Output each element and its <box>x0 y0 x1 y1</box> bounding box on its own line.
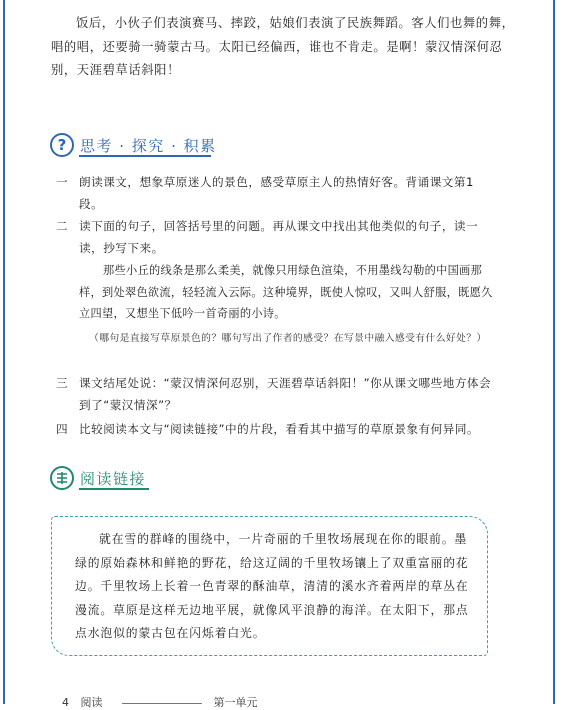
question-hint-text: （哪句是直接写草原景色的？哪句写出了作者的感受？在写景中融入感受有什么好处？） <box>89 333 487 344</box>
question-text: 读下面的句子，回答括号里的问题。再从课文中找出其他类似的句子，读一读，抄写下来。 <box>79 219 479 255</box>
question-item-1 <box>56 172 496 215</box>
footer-rule <box>122 703 202 704</box>
footer-label-right: 第一单元 <box>213 696 258 709</box>
page-frame-right <box>553 0 555 704</box>
question-text: 比较阅读本文与“阅读链接”中的片段，看看其中描写的草原景象有何异同。 <box>79 422 480 436</box>
reading-link-paragraph <box>75 528 477 646</box>
question-number: 三 <box>56 376 69 390</box>
question-number: 一 <box>56 175 69 189</box>
page-number: 4 <box>62 696 69 709</box>
question-item-4 <box>56 419 496 441</box>
intro-text: 饭后，小伙子们表演赛马、摔跤，姑娘们表演了民族舞蹈。客人们也舞的舞，唱的唱，还要骑一骑蒙古马。太阳已经偏西，谁也不肯走。是啊！蒙汉情深何忍别，天涯碧草话斜阳！ <box>51 16 515 77</box>
question-text: 课文结尾处说：“蒙汉情深何忍别，天涯碧草话斜阳！”你从课文哪些地方体会到了“蒙汉情深”？ <box>79 376 492 412</box>
quoted-sentence <box>79 260 494 325</box>
question-hint <box>79 330 489 349</box>
question-number: 四 <box>56 422 69 436</box>
question-item-3 <box>56 373 496 416</box>
footer-label-left: 阅读 <box>80 696 103 709</box>
page-footer <box>62 694 266 710</box>
page-frame-left <box>3 0 5 704</box>
intro-paragraph <box>51 12 517 83</box>
reading-link-text: 就在雪的群峰的围绕中，一片奇丽的千里牧场展现在你的眼前。墨绿的原始森林和鲜艳的野花，给这辽阔的千里牧场镶上了双重富丽的花边。千里牧场上长着一色青翠的酥油草，清清的溪水齐着两岸的草丛在漫流。草原是这样无边地平展，就像风平浪静的海洋。在太阳下，那点点水泡似的蒙古包在闪烁着白光。 <box>75 532 469 640</box>
section-reading-underline <box>79 488 149 490</box>
question-icon: ? <box>50 133 74 157</box>
question-text: 朗读课文，想象草原迷人的景色，感受草原主人的热情好客。背诵课文第1段。 <box>79 175 474 211</box>
section-thinking-underline <box>79 155 211 157</box>
quoted-sentence-text: 那些小丘的线条是那么柔美，就像只用绿色渲染，不用墨线勾勒的中国画那样，到处翠色欲流，轻轻流入云际。这种境界，既使人惊叹，又叫人舒服，既愿久立四望，又想坐下低吟一首奇丽的小诗。 <box>79 264 493 320</box>
reading-icon <box>50 466 74 490</box>
section-thinking-title: 思考 · 探究 · 积累 <box>80 136 217 155</box>
question-item-2 <box>56 216 496 259</box>
section-reading-title: 阅读链接 <box>80 469 147 488</box>
question-number: 二 <box>56 219 69 233</box>
